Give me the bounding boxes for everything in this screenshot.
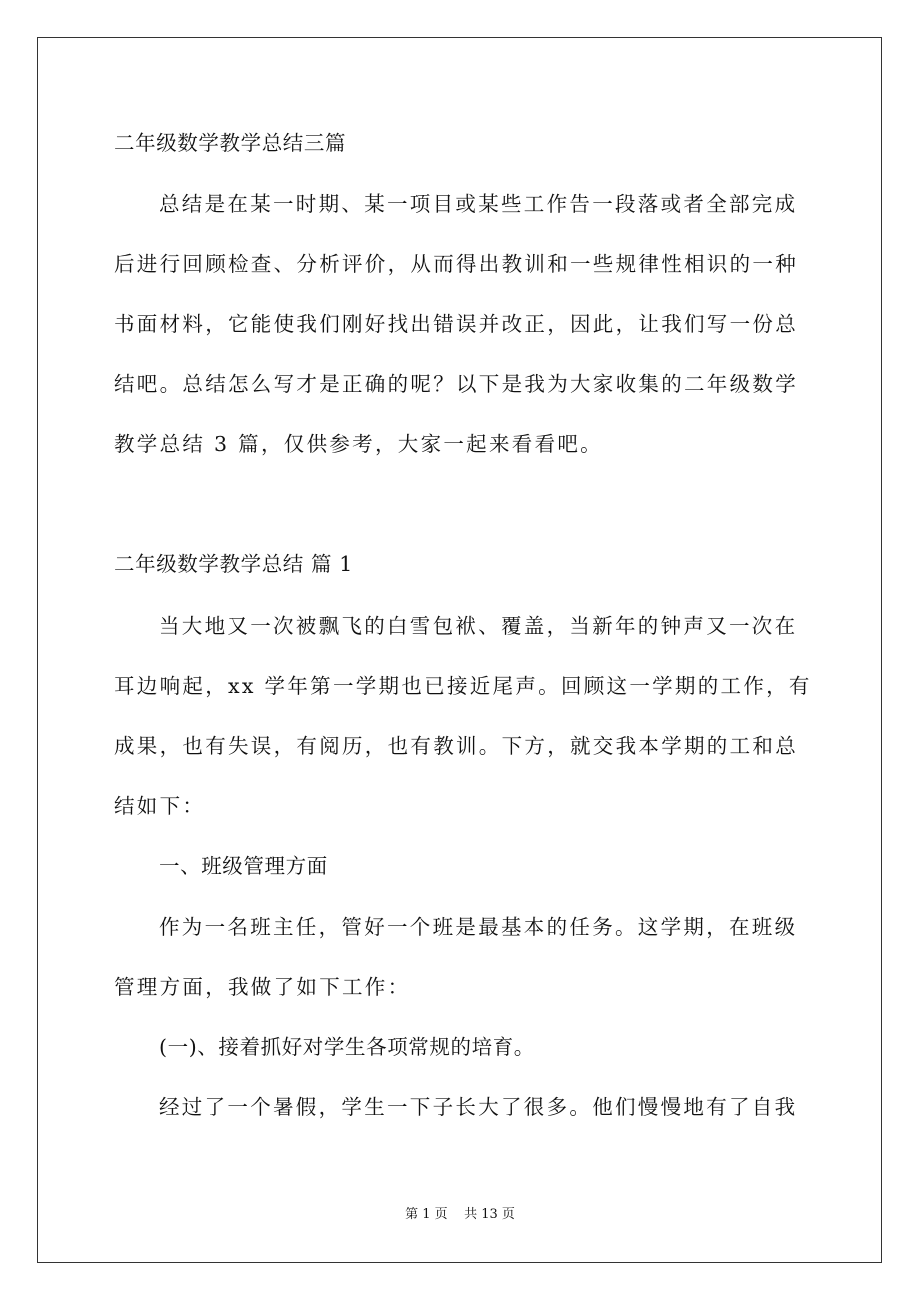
intro-line-3: 书面材料，它能使我们刚好找出错误并改正，因此，让我们写一份总 — [114, 312, 798, 336]
section-1-line-2: 耳边响起，xx 学年第一学期也已接近尾声。回顾这一学期的工作，有 — [114, 674, 812, 698]
intro-line-5: 教学总结 3 篇，仅供参考，大家一起来看看吧。 — [114, 432, 603, 456]
section-1-heading: 二年级数学教学总结 篇 1 — [114, 552, 353, 576]
subheading-routine-training: (一)、接着抓好对学生各项常规的培育。 — [159, 1035, 535, 1059]
intro-line-2: 后进行回顾检查、分析评价，从而得出教训和一些规律性相识的一种 — [114, 252, 798, 276]
page-border — [37, 37, 882, 1263]
paragraph-2-line-1: 作为一名班主任，管好一个班是最基本的任务。这学期，在班级 — [159, 915, 798, 939]
document-title: 二年级数学教学总结三篇 — [114, 131, 347, 155]
paragraph-2-line-2: 管理方面，我做了如下工作： — [114, 975, 411, 999]
paragraph-3-line-1: 经过了一个暑假，学生一下子长大了很多。他们慢慢地有了自我 — [159, 1095, 798, 1119]
section-1-line-3: 成果，也有失误，有阅历，也有教训。下方，就交我本学期的工和总 — [114, 734, 798, 758]
section-1-line-4: 结如下： — [114, 794, 206, 818]
intro-line-4: 结吧。总结怎么写才是正确的呢？以下是我为大家收集的二年级数学 — [114, 372, 798, 396]
section-1-line-1: 当大地又一次被飘飞的白雪包袱、覆盖，当新年的钟声又一次在 — [159, 614, 798, 638]
page-number-footer: 第 1 页 共 13 页 — [405, 1207, 515, 1222]
subheading-class-management: 一、班级管理方面 — [159, 854, 328, 878]
intro-line-1: 总结是在某一时期、某一项目或某些工作告一段落或者全部完成 — [159, 192, 798, 216]
